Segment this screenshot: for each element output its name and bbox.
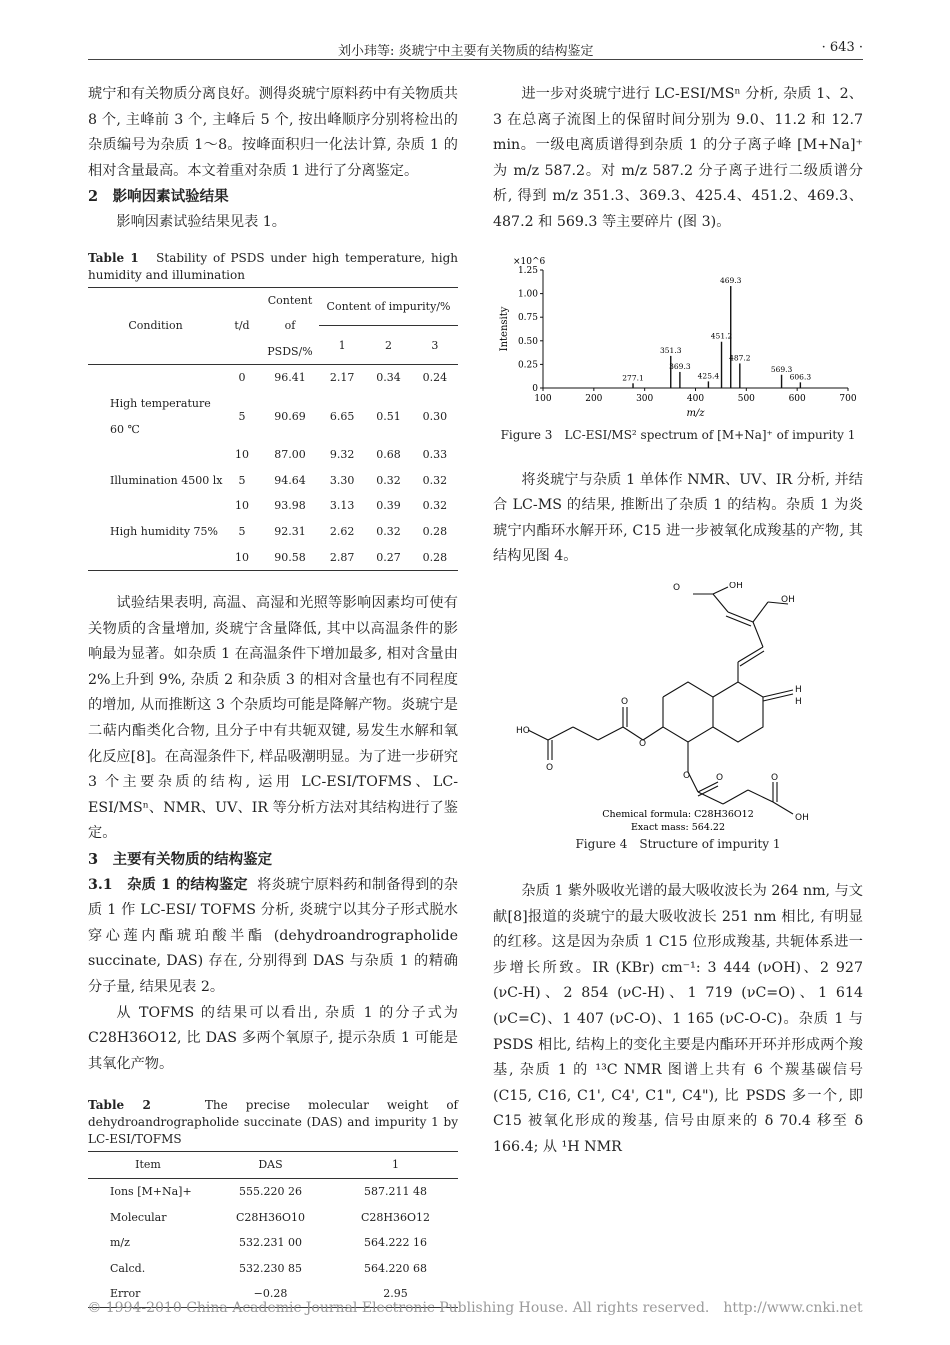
x-tick-label: 300 [636,393,654,404]
x-tick-label: 400 [686,393,705,404]
peak-label: 451.2 [710,331,733,341]
y-unit-label: ×10^6 [513,256,546,267]
table-cell: 0.39 [376,499,401,513]
y-tick-label: 0.75 [517,312,538,323]
table-row [88,391,458,442]
footer-copyright: © 1994-2010 China Academic Journal Electronic Publishing House. All rights reserved. http://www.cnki.net [87,1300,863,1316]
chemical-formula: Chemical formula: C28H36O12 [602,808,754,820]
table-cell: 10 [235,448,249,462]
cell-condition [88,493,223,519]
cell-condition: High temperature 60 ℃ [110,396,211,436]
cell-condition [88,545,223,571]
table-cell: 3.30 [329,473,355,487]
table-row [88,1205,458,1231]
table-1 [88,287,458,572]
table-cell: 555.220 26 [239,1184,302,1198]
table-row [88,519,458,545]
table-cell: 10 [235,550,249,564]
paragraph: 影响因素试验结果见表 1。 [116,213,286,230]
y-tick-label: 1.25 [517,265,538,276]
x-tick-label: 700 [839,393,857,404]
table-cell: 564.220 68 [364,1261,427,1275]
paragraph: 进一步对炎琥宁进行 LC-ESI/MSⁿ 分析, 杂质 1、2、3 在总离子流图上的保留时间分别为 9.0、11.2 和 12.7 min。一级电离质谱得到杂质 1 的分子离子峰 [M+Na]⁺为 m/z 587.2。对 m/z 587.2 分子离子进行二级质谱分析, 得到 m/z 351.3、369.3、425.4、451.2、469.3、487.2 和 569.3 等主要碎片 (图 3)。 [493,86,863,230]
cell-condition: Illumination 4500 lx [110,473,223,487]
atom-label: O [673,582,681,593]
table-cell: 2.87 [329,550,355,564]
structure-diagram [513,582,843,832]
table-cell: Ions [M+Na]+ [110,1184,192,1198]
atom-label: OH [729,581,743,591]
x-tick-label: 500 [737,393,755,404]
peak-label: 569.3 [770,364,793,374]
table-cell: 532.230 85 [239,1261,302,1275]
section-heading-3: 3 主要有关物质的结构鉴定 [88,851,273,869]
th-content: Content of PSDS/% [261,287,319,365]
y-tick-label: 1.00 [517,289,538,300]
table-cell: 96.41 [274,371,306,385]
y-tick-label: 0.25 [517,359,538,370]
atom-label: O [683,770,691,781]
table-cell: 0.34 [376,371,401,385]
peak-label: 369.3 [669,361,691,371]
x-axis-label: m/z [686,407,705,419]
th-impurity: Content of impurity/% [319,287,458,326]
table-cell: 0.68 [376,448,401,462]
table-cell: 10 [235,499,249,513]
table-cell: 0.27 [376,550,401,564]
table-cell: Calcd. [110,1261,146,1275]
table-cell: 5 [238,524,246,538]
table-cell: 0.32 [376,524,401,538]
th-condition: Condition [88,287,223,365]
table-row [88,1230,458,1256]
table-cell: 0.30 [422,409,448,423]
table-cell: 0.33 [422,448,448,462]
table-row [88,1178,458,1204]
table-cell: 93.98 [274,499,306,513]
section-heading-2: 2 影响因素试验结果 [88,188,229,206]
table-cell: 9.32 [329,448,355,462]
table-cell: Error [110,1287,141,1301]
th-das: DAS [208,1152,333,1179]
atom-label: H [795,684,802,695]
peak-label: 277.1 [622,372,644,382]
peak-label: 606.3 [789,371,812,381]
figure3-caption: Figure 3 LC-ESI/MS² spectrum of [M+Na]⁺ of impurity 1 [500,427,856,442]
paragraph: 将炎琥宁与杂质 1 单体作 NMR、UV、IR 分析, 并结合 LC-MS 的结果, 推断出了杂质 1 的结构。杂质 1 为炎琥宁内酯环水解开环, C15 进一步被氧化成羧基的产物, 其结构见图 4。 [493,471,863,565]
atom-label: H [795,696,802,707]
th-impurity1: 1 [333,1152,458,1179]
table-cell: 0.28 [422,524,448,538]
table-cell: 0.32 [376,473,401,487]
table-cell: 2.17 [329,371,355,385]
table-cell: 0.28 [422,550,448,564]
paragraph: 杂质 1 紫外吸收光谱的最大吸收波长为 264 nm, 与文献[8]报道的炎琥宁的最大吸收波长 251 nm 相比, 有明显的红移。这是因为杂质 1 C15 位形成羧基, 共轭体系进一步增长所致。IR (KBr) cm⁻¹: 3 444 (νOH)、2 927 (νC-H)、2 854 (νC-H)、1 719 (νC=O)、1 614 (νC=C)、1 407 (νC-O)、1 165 (νC-O-C)。杂质 1 与 PSDS 相比, 结构上的变化主要是内酯环开环并形成两个羧基, 杂质 1 的 ¹³C NMR 图谱上共有 6 个羰基碳信号 (C15, C16, C1', C4', C1", C4"), 比 PSDS 多一个, 即 C15 被氧化形成的羧基, 信号由原来的 δ 70.4 移至 δ 166.4; 从 ¹H NMR [493,882,863,1155]
y-tick-label: 0 [532,383,538,394]
th-imp-2: 2 [365,326,411,365]
th-item: Item [88,1152,208,1179]
table-cell: 5 [238,473,246,487]
table-row [88,493,458,519]
y-axis-label: Intensity [499,306,510,351]
peak-label: 351.3 [660,345,682,355]
table-cell: 87.00 [274,448,306,462]
table-cell: Molecular [110,1210,167,1224]
atom-label: O [546,762,554,773]
atom-label: OH [781,594,795,605]
table-cell: −0.28 [253,1287,288,1301]
table-cell: 0.32 [422,499,448,513]
table-cell: 6.65 [329,409,355,423]
atom-label: O [771,772,779,783]
left-column [88,82,458,1308]
table-cell: 92.31 [274,524,306,538]
table-cell: 564.222 16 [364,1236,427,1250]
paragraph: 试验结果表明, 高温、高湿和光照等影响因素均可使有关物质的含量增加, 炎琥宁含量降低, 其中以高温条件的影响最为显著。如杂质 1 在高温条件下增加最多, 相对含量由 2%上升到 9%, 杂质 2 和杂质 3 的相对含量也有不同程度的增加, 从而推断这 3 个杂质均可能是降解产物。炎琥宁是二萜内酯类化合物, 且分子中有共轭双键, 易发生水解和氧化反应[8]。在高湿条件下, 样品吸潮明显。为了进一步研究 3 个主要杂质的结构, 运用 LC-ESI/TOFMS、LC-ESI/MSⁿ、NMR、UV、IR 等分析方法对其结构进行了鉴定。 [88,595,458,842]
cell-condition: High humidity 75% [110,524,218,538]
atom-label: OH [795,812,809,823]
table-row [88,442,458,468]
peak-label: 425.4 [697,370,720,380]
table-row [88,1256,458,1282]
table-cell: 0.51 [376,409,401,423]
right-column [493,82,863,1160]
table2-caption: Table 2 The precise molecular weight of dehydroandrographolide succinate (DAS) and impurity 1 by LC-ESI/TOFMS [88,1098,458,1147]
table-cell: 587.211 48 [364,1184,427,1198]
table-cell: 0.32 [422,473,448,487]
figure4-caption: Figure 4 Structure of impurity 1 [575,836,781,851]
th-imp-1: 1 [319,326,365,365]
table-cell: 3.13 [329,499,355,513]
table-2 [88,1151,458,1308]
atom-label: O [621,696,629,707]
subsection-heading-3-1: 3.1 杂质 1 的结构鉴定 [88,876,248,893]
exact-mass: Exact mass: 564.22 [631,821,725,832]
atom-label: O [639,738,647,749]
table-cell: 0 [238,371,246,385]
table-cell: 2.95 [383,1287,408,1301]
table-row [88,468,458,494]
atom-label: HO [516,725,530,736]
table-row [88,365,458,391]
cell-condition [88,365,223,391]
table-cell: 2.62 [329,524,355,538]
table-cell: 90.69 [274,409,306,423]
y-tick-label: 0.50 [517,336,538,347]
table-cell: C28H36O10 [235,1210,306,1224]
table-row [88,545,458,571]
table1-caption: Table 1 Stability of PSDS under high temperature, high humidity and illumination [88,250,458,282]
th-time: t/d [223,287,261,365]
x-tick-label: 100 [534,393,552,404]
th-imp-3: 3 [412,326,458,365]
table-cell: 532.231 00 [239,1236,302,1250]
page-number: · 643 · [821,40,863,55]
peak-label: 469.3 [719,275,742,285]
x-tick-label: 200 [585,393,603,404]
paragraph: 从 TOFMS 的结果可以看出, 杂质 1 的分子式为 C28H36O12, 比 DAS 多两个氧原子, 提示杂质 1 可能是其氧化产物。 [88,1004,458,1072]
x-tick-label: 600 [788,393,806,404]
running-title: 刘小玮等: 炎琥宁中主要有关物质的结构鉴定 [338,44,594,59]
table-cell: 90.58 [274,550,306,564]
table-cell: 94.64 [274,473,306,487]
ms-spectrum-chart [493,248,863,423]
table-cell: 5 [238,409,246,423]
cell-condition [88,442,223,468]
page-header [88,37,863,60]
atom-label: O [716,772,724,783]
table-cell: 0.24 [422,371,448,385]
table-cell: m/z [110,1236,130,1250]
table-cell: C28H36O12 [360,1210,431,1224]
paragraph: 琥宁和有关物质分离良好。测得炎琥宁原料药中有关物质共 8 个, 主峰前 3 个, 主峰后 5 个, 按出峰顺序分别将检出的杂质编号为杂质 1～8。按峰面积归一化法计算, 杂质 1 的相对含量最高。本文着重对杂质 1 进行了分离鉴定。 [88,86,458,179]
paragraph: 将炎琥宁原料药和制备得到的杂质 1 作 LC-ESI/ TOFMS 分析, 炎琥宁以其分子形式脱水穿心莲内酯琥珀酸半酯 (dehydroandrographolide succinate, DAS) 存在, 分别得到 DAS 与杂质 1 的精确分子量, 结果见表 2。 [88,876,458,995]
peak-label: 487.2 [729,353,751,363]
